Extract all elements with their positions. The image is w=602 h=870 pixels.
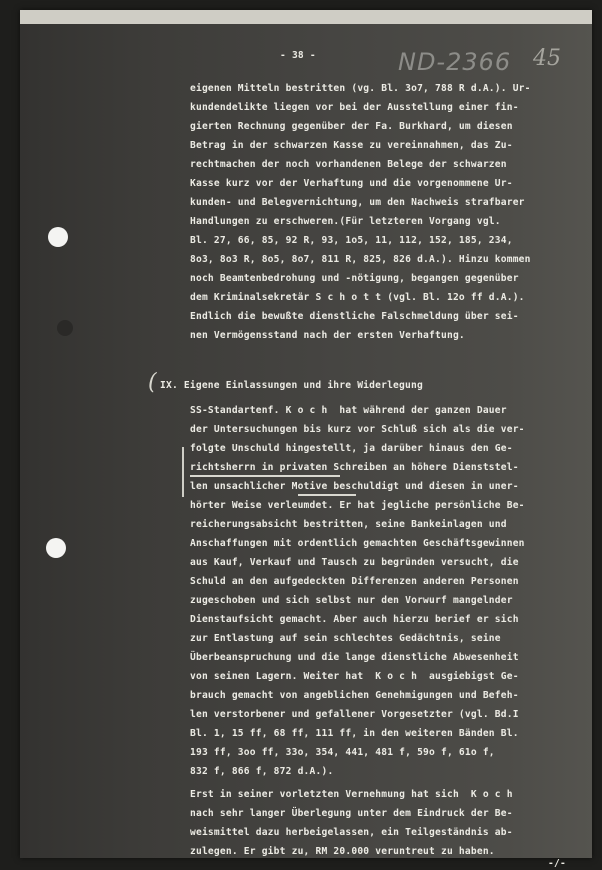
text-line: Endlich die bewußte dienstliche Falschmeldung über sei- [190,311,519,322]
text-line: reicherungsabsicht bestritten, seine Bankeinlagen und [190,519,507,530]
handwritten-page-number: 45 [533,46,561,71]
text-line: len verstorbener und gefallener Vorgesetzter (vgl. Bd.I [190,709,519,720]
text-line: zur Entlastung auf sein schlechtes Gedächtnis, seine [190,633,501,644]
text-line: SS-Standartenf. K o c h hat während der ganzen Dauer [190,405,507,416]
punch-hole-faint [57,320,73,336]
text-line: kundendelikte liegen vor bei der Ausstellung einer fin- [190,102,519,113]
text-line: aus Kauf, Verkauf und Tausch zu begründen versucht, die [190,557,519,568]
archive-stamp: ND-2366 [398,48,512,76]
page-number: - 38 - [280,50,316,61]
text-line: nen Vermögensstand nach der ersten Verhaftung. [190,330,465,341]
text-line: zulegen. Er gibt zu, RM 20.000 veruntreut zu haben. [190,846,495,857]
text-line: Erst in seiner vorletzten Vernehmung hat sich K o c h [190,789,513,800]
text-line: rechtmachen der noch vorhandenen Belege der schwarzen [190,159,507,170]
underline-mark [298,494,356,496]
page-top-edge [20,10,592,24]
text-line: 193 ff, 3oo ff, 33o, 354, 441, 481 f, 59o f, 61o f, [190,747,495,758]
text-line: Schuld an den aufgedeckten Differenzen anderen Personen [190,576,519,587]
section-heading: IX. Eigene Einlassungen und ihre Widerlegung [160,380,423,391]
text-line: 8o3, 8o3 R, 8o5, 8o7, 811 R, 825, 826 d.A.). Hinzu kommen [190,254,531,265]
text-line: folgte Unschuld hingestellt, ja darüber hinaus den Ge- [190,443,513,454]
text-line: len unsachlicher Motive beschuldigt und diesen in uner- [190,481,519,492]
text-line: der Untersuchungen bis kurz vor Schluß sich als die ver- [190,424,525,435]
continuation-mark: -/- [548,858,566,869]
text-line: brauch gemacht von angeblichen Genehmigungen und Befeh- [190,690,519,701]
margin-mark [182,447,184,497]
handwritten-bracket: ( [148,370,157,395]
text-line: gierten Rechnung gegenüber der Fa. Burkhard, um diesen [190,121,513,132]
punch-hole-top [48,227,68,247]
text-line: Bl. 27, 66, 85, 92 R, 93, 1o5, 11, 112, 152, 185, 234, [190,235,513,246]
text-line: 832 f, 866 f, 872 d.A.). [190,766,334,777]
text-line: nach sehr langer Überlegung unter dem Eindruck der Be- [190,808,513,819]
text-line: Handlungen zu erschweren.(Für letzteren Vorgang vgl. [190,216,501,227]
punch-hole-bottom [46,538,66,558]
text-line: Bl. 1, 15 ff, 68 ff, 111 ff, in den weiteren Bänden Bl. [190,728,519,739]
text-line: Anschaffungen mit ordentlich gemachten Geschäftsgewinnen [190,538,525,549]
text-line: richtsherrn in privaten Schreiben an höhere Dienststel- [190,462,519,473]
text-line: von seinen Lagern. Weiter hat K o c h ausgiebigst Ge- [190,671,519,682]
text-line: Überbeanspruchung und die lange dienstliche Abwesenheit [190,652,519,663]
text-line: hörter Weise verleumdet. Er hat jegliche persönliche Be- [190,500,525,511]
text-line: Kasse kurz vor der Verhaftung und die vorgenommene Ur- [190,178,513,189]
text-line: eigenen Mitteln bestritten (vg. Bl. 3o7, 788 R d.A.). Ur- [190,83,531,94]
strikethrough-line [190,475,340,477]
text-line: Dienstaufsicht gemacht. Aber auch hierzu berief er sich [190,614,519,625]
text-line: noch Beamtenbedrohung und -nötigung, begangen gegenüber [190,273,519,284]
text-line: zugeschoben und sich selbst nur den Vorwurf mangelnder [190,595,513,606]
text-line: dem Kriminalsekretär S c h o t t (vgl. Bl. 12o ff d.A.). [190,292,525,303]
text-line: kunden- und Belegvernichtung, um den Nachweis strafbarer [190,197,525,208]
text-line: Betrag in der schwarzen Kasse zu vereinnahmen, das Zu- [190,140,513,151]
text-line: weismittel dazu herbeigelassen, ein Teilgeständnis ab- [190,827,513,838]
